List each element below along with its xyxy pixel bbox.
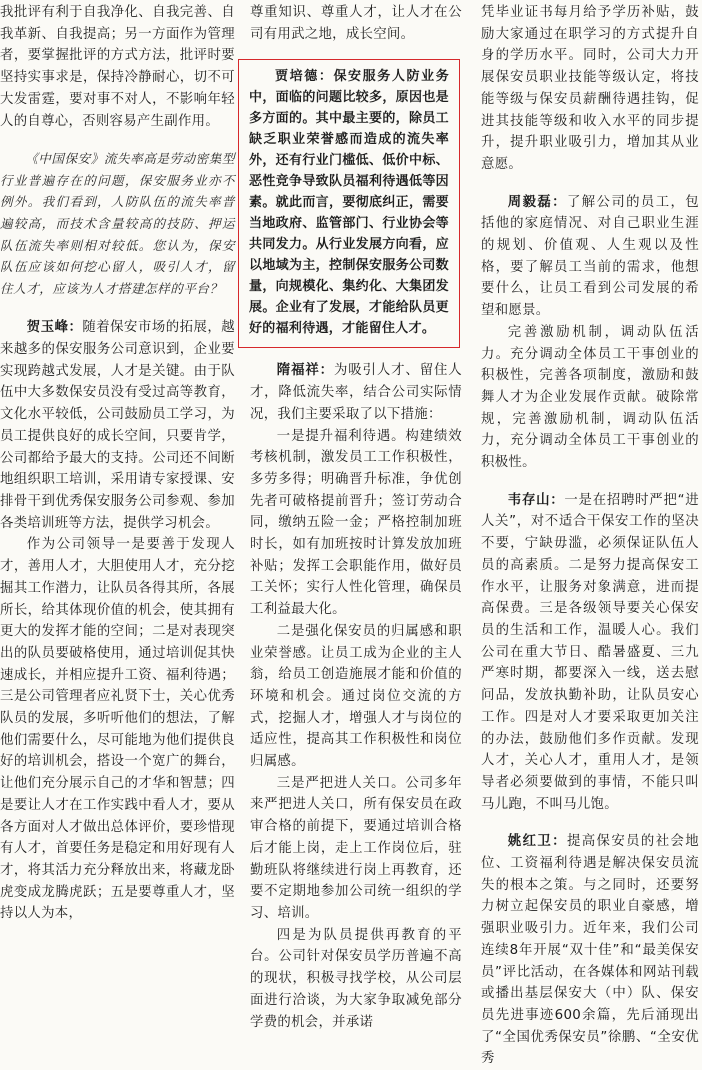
answer-paragraph <box>481 192 699 322</box>
answer-text: 为吸引人才、留住人才，降低流失率，结合公司实际情况，我们主要采取了以下措施： <box>250 363 462 422</box>
answer-paragraph: 作为公司领导一是要善于发现人才，善用人才，大胆使用人才，充分挖掘其工作潜力，让队员各得其所，各展所长，给其体现价值的机会，使其拥有更大的发挥才能的空间；二是对表现突出的队员要破格使用，通过培训促其快速成长，并相应提升工资、福利待遇；三是公司管理者应礼贤下士，关心优秀队员的发展，多听听他们的想法，了解他们需要什么，尽可能地为他们提供良好的培训机会，搭设一个宽广的舞台，让他们充分展示自己的才华和智慧；四是要让人才在工作实践中看人才，要从各方面对人才做出总体评价，要珍惜现有人才，首要任务是稳定和用好现有人才，将其活力充分释放出来，将藏龙卧虎变成龙腾虎跃；五是要尊重人才，坚持以人为本， <box>0 537 235 922</box>
answer-text: 随着保安市场的拓展，越来越多的保安服务公司意识到，企业要实现跨越式发展，人才是关键。由于队伍中大多数保安员没有受过高等教育，文化水平较低，公司鼓励员工学习，为员工提供良好的成长空间，只要肯学，公司都给予最大的支持。公司还不间断地组织职工培训，采用请专家授课、安排骨干到优秀保安服务公司参观、参加各类培训班等方法，提供学习机会。 <box>0 320 235 531</box>
column-left <box>0 0 235 925</box>
answer-paragraph <box>481 831 699 1070</box>
column-middle <box>250 0 462 1033</box>
column-right <box>481 0 699 1070</box>
question-text: 流失率高是劳动密集型行业普遍存在的问题，保安服务业亦不例外。我们看到，人防队伍的流失率普遍较高，而技术含量较高的技防、押运队伍流失率则相对较低。您认为，保安队伍应该如何挖心留人，吸引人才，留住人才，应该为人才搭建怎样的平台？ <box>0 151 236 296</box>
measure-paragraph: 三是严把进人关口。公司多年来严把进人关口，所有保安员在政审合格的前提下，要通过培训合格后才能上岗，走上工作岗位后，驻勤班队将继续进行岗上再教育，还要不定期地参加公司统一组织的学习、培训。 <box>250 775 462 921</box>
answer-text: 保安服务人防业务中，面临的问题比较多，原因也是多方面的。其中最主要的，除员工缺乏职业荣誉感而造成的流失率外，还有行业门槛低、低价中标、恶性竞争导致队员福利待遇低等因素。就此而言，要彻底纠正，需要当地政府、监管部门、行业协会等共同发力。从行业发展方向看，应以地域为主，控制保安服务公司数量，向规模化、集约化、大集团发展。企业有了发展，才能给队员更好的福利待遇，才能留住人才。 <box>249 69 449 337</box>
speaker-name: 贾培德： <box>275 69 334 85</box>
answer-paragraph: 完善激励机制，调动队伍活力。充分调动全体员工干事创业的积极性，完善各项制度，激励和鼓舞人才为企业发展作贡献。破除常规，完善激励机制，调动队伍活力，充分调动全体员工干事创业的积极性。 <box>481 324 699 471</box>
magazine-title: 《中国保安》 <box>25 151 104 167</box>
speaker-name: 隋福祥： <box>276 363 334 379</box>
measure-paragraph: 一是提升福利待遇。构建绩效考核机制，激发员工工作积极性，多劳多得；明确晋升标准，争优创先者可破格提前晋升；签订劳动合同，缴纳五险一金；严格控制加班时长，如有加班按时计算发放加班补贴；发挥工会职能作用，做好员工关怀；实行人性化管理，确保员工利益最大化。 <box>250 428 462 618</box>
paragraph-top: 尊重知识、尊重人才，让人才在公司有用武之地，成长空间。 <box>250 5 462 42</box>
answer-text: 一是在招聘时严把“进人关”，对不适合干保安工作的坚决不要，宁缺毋滥，必须保证队伍人员的高素质。二是努力提高保安工作水平，让服务对象满意，进而提高保费。三是各级领导要关心保安员的生活和工作，温暖人心。我们公司在重大节日、酷暑盛夏、三九严寒时期，都要深入一线，送去慰问品，发放执勤补助，让队员安心工作。四是对人才要采取更加关注的办法，鼓励他们多作贡献。发现人才，关心人才，重用人才，是领导者必须要做到的事情，不能只叫马儿跑，不叫马儿饱。 <box>481 492 700 812</box>
boxed-answer <box>249 66 449 339</box>
answer-text: 了解公司的员工，包括他的家庭情况、对自己职业生涯的规划、价值观、人生观以及性格，要了解员工当前的需求，他想要什么，让员工看到公司发展的希望和愿景。 <box>481 194 699 319</box>
answer-paragraph <box>250 360 462 425</box>
answer-paragraph <box>481 490 699 816</box>
speaker-name: 姚红卫： <box>507 834 567 850</box>
answer-text: 提高保安员的社会地位、工资福利待遇是解决保安员流失的根本之策。与之同时，还要努力树立起保安员的职业自豪感，增强职业吸引力。近年来，我们公司连续8年开展“双十佳”和“最美保安员”评比活动，在各媒体和网站刊载或播出基层保安大（中）队、保安员先进事迹600余篇，先后涌现出了“全国优秀保安员”徐鹏、“全安优秀 <box>481 834 699 1067</box>
speaker-name: 韦存山： <box>507 492 565 508</box>
highlight-box <box>238 59 460 348</box>
answer-paragraph <box>0 317 235 534</box>
speaker-name: 贺玉峰： <box>26 320 83 336</box>
speaker-name: 周毅磊： <box>507 194 567 210</box>
measure-paragraph: 四是为队员提供再教育的平台。公司针对保安员学历普遍不高的现状，积极寻找学校，从公司层面进行洽谈，为大家争取减免部分学费的机会，并承诺 <box>250 927 462 1030</box>
paragraph-top: 凭毕业证书每月给予学历补贴，鼓励大家通过在职学习的方式提升自身的学历水平。同时，公司大力开展保安员职业技能等级认定，将技能等级与保安员薪酬待遇挂钩，促进其技能等级和收入水平的同步提升，提升职业吸引力，增加其从业意愿。 <box>481 5 699 172</box>
measure-paragraph: 二是强化保安员的归属感和职业荣誉感。让员工成为企业的主人翁，给员工创造施展才能和价值的环境和机会。通过岗位交流的方式，挖掘人才，增强人才与岗位的适应性，提高其工作积极性和岗位归属感。 <box>250 623 462 770</box>
magazine-question <box>0 148 235 299</box>
paragraph-top: 我批评有利于自我净化、自我完善、自我革新、自我提高；另一方面作为管理者，要掌握批评的方式方法，批评时要坚持实事求是，保持冷静耐心，切不可大发雷霆，要对事不对人，不影响年轻人的自尊心，否则容易产生副作用。 <box>0 5 235 129</box>
